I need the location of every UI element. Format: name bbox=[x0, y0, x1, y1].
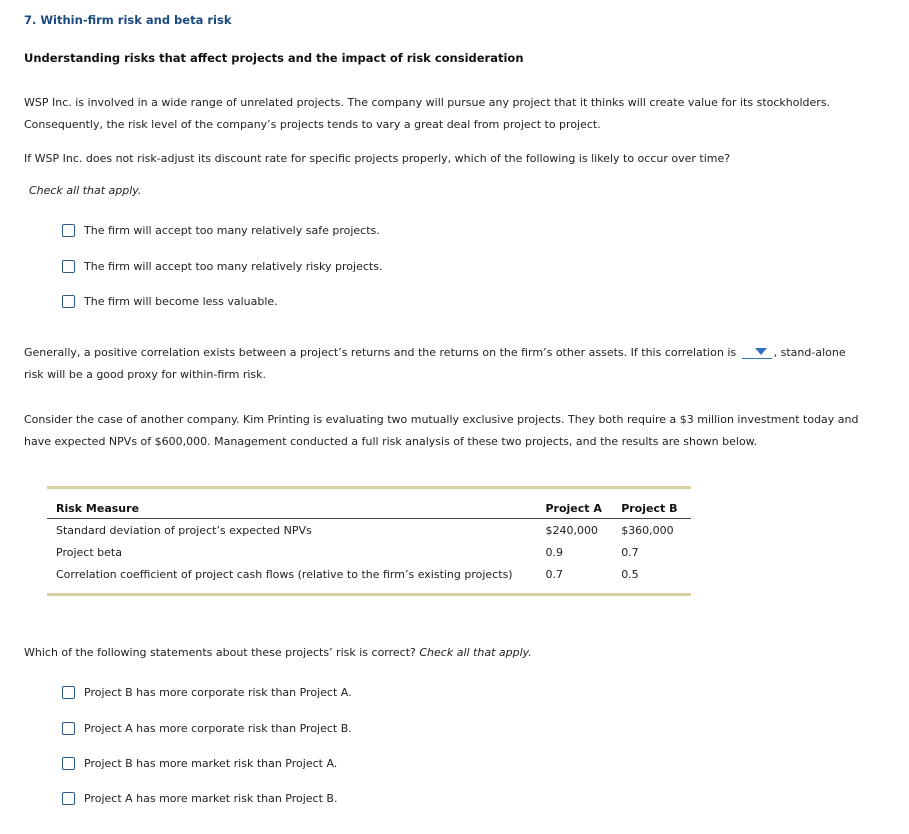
question-3-text: Which of the following statements about these projects’ risk is correct? bbox=[24, 646, 416, 659]
question-1-instruction: Check all that apply. bbox=[29, 184, 142, 197]
table-cell: 0.7 bbox=[621, 545, 639, 559]
section-title: 7. Within-firm risk and beta risk bbox=[24, 13, 232, 27]
q1-option-3-label: The firm will become less valuable. bbox=[84, 295, 278, 308]
question-3 bbox=[24, 646, 532, 659]
q3-option-1-label: Project B has more corporate risk than Project A. bbox=[84, 686, 352, 699]
checkbox[interactable] bbox=[62, 792, 75, 805]
header-project-b: Project B bbox=[621, 498, 691, 519]
table-cell: 0.5 bbox=[621, 567, 639, 581]
checkbox[interactable] bbox=[62, 722, 75, 735]
question-2 bbox=[24, 342, 846, 386]
checkbox[interactable] bbox=[62, 686, 75, 699]
table-cell: Standard deviation of project’s expected NPVs bbox=[56, 523, 312, 537]
table-cell: $360,000 bbox=[621, 523, 674, 537]
intro-line-1: WSP Inc. is involved in a wide range of unrelated projects. The company will pursue any project that it thinks will create value for its stockholders. bbox=[24, 96, 831, 109]
correlation-dropdown[interactable] bbox=[742, 345, 772, 359]
question-1-text: If WSP Inc. does not risk-adjust its discount rate for specific projects properly, which of the following is likely to occur over time? bbox=[24, 152, 731, 165]
table-row bbox=[47, 541, 691, 563]
header-project-a: Project A bbox=[545, 498, 621, 519]
intro-line-2: Consequently, the risk level of the company’s projects tends to vary a great deal from project to project. bbox=[24, 118, 601, 131]
chevron-down-icon bbox=[755, 348, 767, 355]
table-row bbox=[47, 519, 691, 542]
q1-option-1-label: The firm will accept too many relatively safe projects. bbox=[84, 224, 380, 237]
q3-option-3[interactable] bbox=[62, 757, 337, 770]
table-header-row bbox=[47, 498, 691, 519]
table-cell: $240,000 bbox=[545, 523, 598, 537]
checkbox[interactable] bbox=[62, 224, 75, 237]
scenario-line-2: have expected NPVs of $600,000. Management conducted a full risk analysis of these two projects, and the results are shown below. bbox=[24, 435, 758, 448]
scenario-line-1: Consider the case of another company. Kim Printing is evaluating two mutually exclusive projects. They both require a $3 million investment today and bbox=[24, 413, 859, 426]
table-cell: Correlation coefficient of project cash flows (relative to the firm’s existing projects) bbox=[56, 567, 513, 581]
q3-option-3-label: Project B has more market risk than Project A. bbox=[84, 757, 338, 770]
checkbox[interactable] bbox=[62, 757, 75, 770]
question-2-text-after: , stand-alone bbox=[773, 346, 846, 359]
q1-option-2[interactable] bbox=[62, 260, 382, 273]
table-cell: Project beta bbox=[56, 545, 122, 559]
q3-option-2[interactable] bbox=[62, 722, 352, 735]
table-cell: 0.7 bbox=[545, 567, 563, 581]
question-3-instruction: Check all that apply. bbox=[419, 646, 532, 659]
section-subtitle: Understanding risks that affect projects and the impact of risk consideration bbox=[24, 51, 524, 65]
risk-table bbox=[47, 486, 691, 596]
q1-option-3[interactable] bbox=[62, 295, 278, 308]
scenario-paragraph bbox=[24, 409, 859, 453]
q3-option-1[interactable] bbox=[62, 686, 352, 699]
table-cell: 0.9 bbox=[545, 545, 563, 559]
q3-option-4[interactable] bbox=[62, 792, 337, 805]
question-2-line-2: risk will be a good proxy for within-firm risk. bbox=[24, 368, 267, 381]
q3-option-2-label: Project A has more corporate risk than Project B. bbox=[84, 722, 352, 735]
checkbox[interactable] bbox=[62, 260, 75, 273]
header-risk-measure: Risk Measure bbox=[47, 498, 545, 519]
q3-option-4-label: Project A has more market risk than Project B. bbox=[84, 792, 338, 805]
q1-option-1[interactable] bbox=[62, 224, 380, 237]
checkbox[interactable] bbox=[62, 295, 75, 308]
q1-option-2-label: The firm will accept too many relatively risky projects. bbox=[84, 260, 383, 273]
table-row bbox=[47, 563, 691, 585]
intro-paragraph bbox=[24, 92, 830, 136]
question-2-text-before: Generally, a positive correlation exists between a project’s returns and the returns on the firm’s other assets. If this correlation is bbox=[24, 346, 737, 359]
